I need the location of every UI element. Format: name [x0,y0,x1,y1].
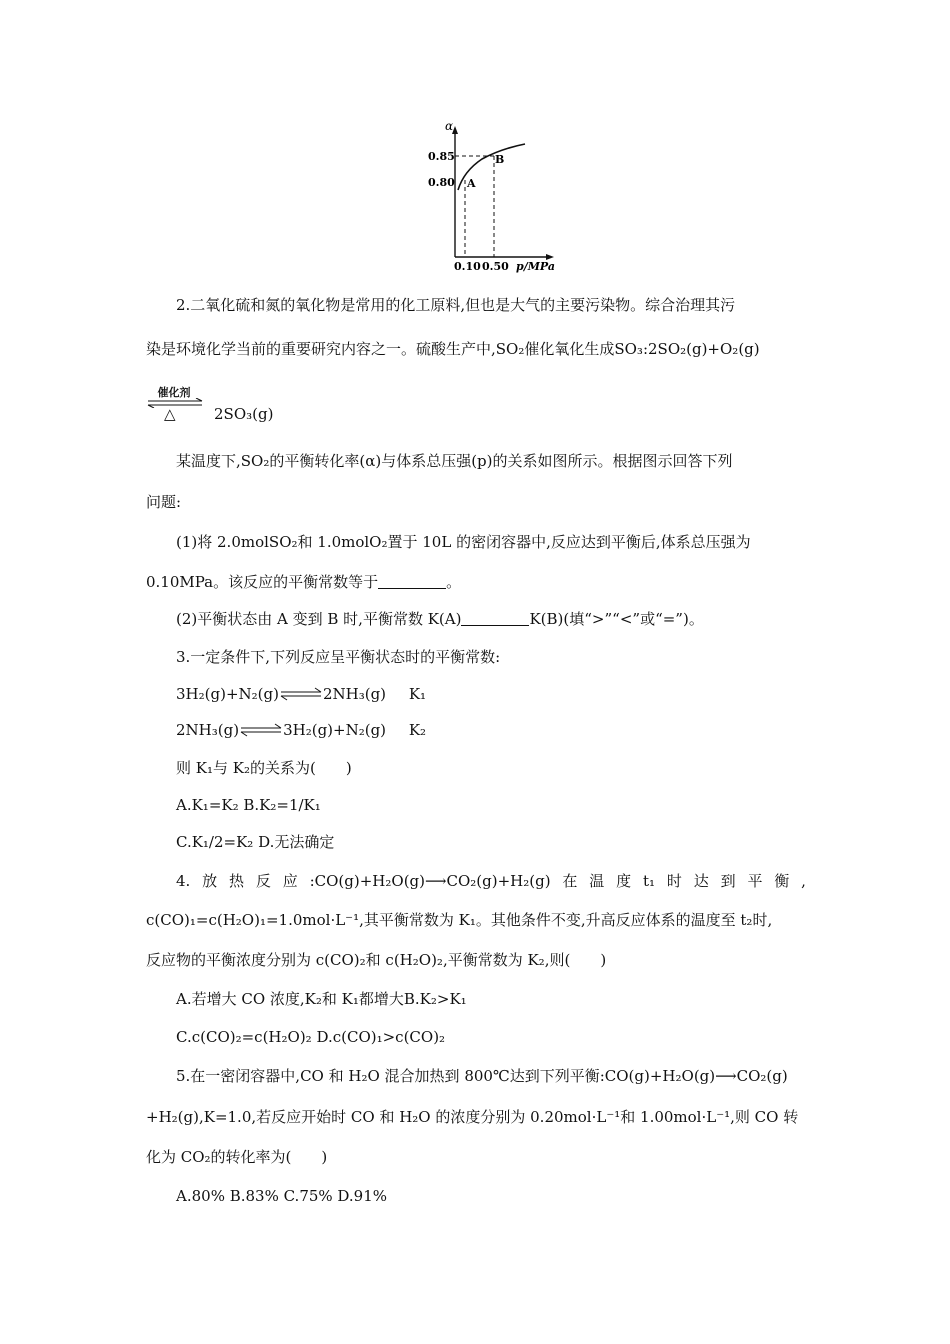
q4-line-1-word: 应 [282,872,298,890]
q4-line-2: c(CO)₁=c(H₂O)₁=1.0mol·L⁻¹,其平衡常数为 K₁。其他条件不变,升高反应体系的温度至 t₂时, [146,911,773,929]
q5-options: A.80% B.83% C.75% D.91% [176,1187,388,1205]
q3-reaction-2 [176,720,426,740]
answer-blank-1[interactable] [378,574,446,589]
y-axis-label: α [445,119,454,133]
q3-r2-left: 2NH₃(g) [176,721,240,739]
x-tick-010: 0.10 [454,260,481,273]
q3-stem: 3.一定条件下,下列反应呈平衡状态时的平衡常数: [176,648,501,666]
q2-sub1-b-end: 。 [446,573,462,591]
q4-line-1 [176,871,806,891]
q3-r1-left: 3H₂(g)+N₂(g) [176,685,279,703]
q3-r1-k: K₁ [408,685,427,703]
q4-options-cd: C.c(CO)₂=c(H₂O)₂ D.c(CO)₁>c(CO)₂ [176,1028,446,1046]
q2-sub2-post: K(B)(填“>”“<”或“=”)。 [529,610,704,628]
q4-line-1-word: 衡 [774,872,790,890]
q5-line-3: 化为 CO₂的转化率为( ) [146,1148,328,1166]
catalyst-label: 催化剂 [157,386,191,399]
equilibrium-arrow-1 [279,687,323,701]
q3-reaction-1 [176,684,426,704]
q3-r1-right: 2NH₃(g) [322,685,387,703]
q4-line-1-word: :CO(g)+H₂O(g)⟶CO₂(g)+H₂(g) [309,872,551,890]
x-tick-050: 0.50 [482,260,509,273]
q2-sub2 [176,609,704,629]
q4-line-1-word: 反 [255,872,271,890]
q3-ask: 则 K₁与 K₂的关系为( ) [176,759,352,777]
q2-sub1-a: (1)将 2.0molSO₂和 1.0molO₂置于 10L 的密闭容器中,反应达到平衡后,体系总压强为 [176,533,751,551]
q4-line-1-word: 放 [202,872,218,890]
q4-line-1-word: 热 [229,872,245,890]
q3-options-cd: C.K₁/2=K₂ D.无法确定 [176,833,335,851]
q2-sub2-pre: (2)平衡状态由 A 变到 B 时,平衡常数 K(A) [176,610,462,628]
alpha-pressure-figure [420,112,560,277]
answer-blank-2[interactable] [461,611,529,626]
product-label: 2SO₃(g) [214,405,274,423]
point-a-label: A [467,177,476,190]
q4-line-1-word: 到 [720,872,736,890]
q4-line-1-word: 4. [176,872,191,890]
q4-line-1-word: 在 [562,872,578,890]
q4-line-1-word: t₁ [642,872,656,890]
q3-r2-k: K₂ [408,721,427,739]
y-tick-085: 0.85 [428,150,455,163]
q2-line-3: 某温度下,SO₂的平衡转化率(α)与体系总压强(p)的关系如图所示。根据图示回答下列 [176,452,733,470]
q4-options-ab: A.若增大 CO 浓度,K₂和 K₁都增大B.K₂>K₁ [176,990,467,1008]
q4-line-3: 反应物的平衡浓度分别为 c(CO)₂和 c(H₂O)₂,平衡常数为 K₂,则( ) [146,951,607,969]
q2-line-4: 问题: [146,493,182,511]
x-axis-label: p/MPa [516,260,555,273]
q4-line-1-word: 达 [693,872,709,890]
q4-line-1-word: 度 [616,872,632,890]
q4-line-1-word: 平 [747,872,763,890]
q2-line-2: 染是环境化学当前的重要研究内容之一。硫酸生产中,SO₂催化氧化生成SO₃:2SO₂(g)+O₂(g) [146,340,760,358]
q2-line-1: 2.二氧化硫和氮的氧化物是常用的化工原料,但也是大气的主要污染物。综合治理其污 [176,296,736,314]
q3-r2-right: 3H₂(g)+N₂(g) [283,721,387,739]
y-tick-080: 0.80 [428,176,455,189]
q4-line-1-word: 时 [666,872,682,890]
heat-symbol: △ [164,405,176,423]
q4-line-1-word: 温 [589,872,605,890]
q5-line-1: 5.在一密闭容器中,CO 和 H₂O 混合加热到 800℃达到下列平衡:CO(g)+H₂O(g)⟶CO₂(g) [176,1067,788,1085]
q2-sub1-b-text: 0.10MPa。该反应的平衡常数等于 [146,573,379,591]
q3-options-ab: A.K₁=K₂ B.K₂=1/K₁ [176,796,321,814]
equilibrium-arrow-2 [239,723,283,737]
q2-sub1-b [146,572,461,592]
q4-line-1-word: , [801,872,806,890]
q5-line-2: +H₂(g),K=1.0,若反应开始时 CO 和 H₂O 的浓度分别为 0.20mol·L⁻¹和 1.00mol·L⁻¹,则 CO 转 [146,1108,799,1126]
point-b-label: B [495,153,505,166]
